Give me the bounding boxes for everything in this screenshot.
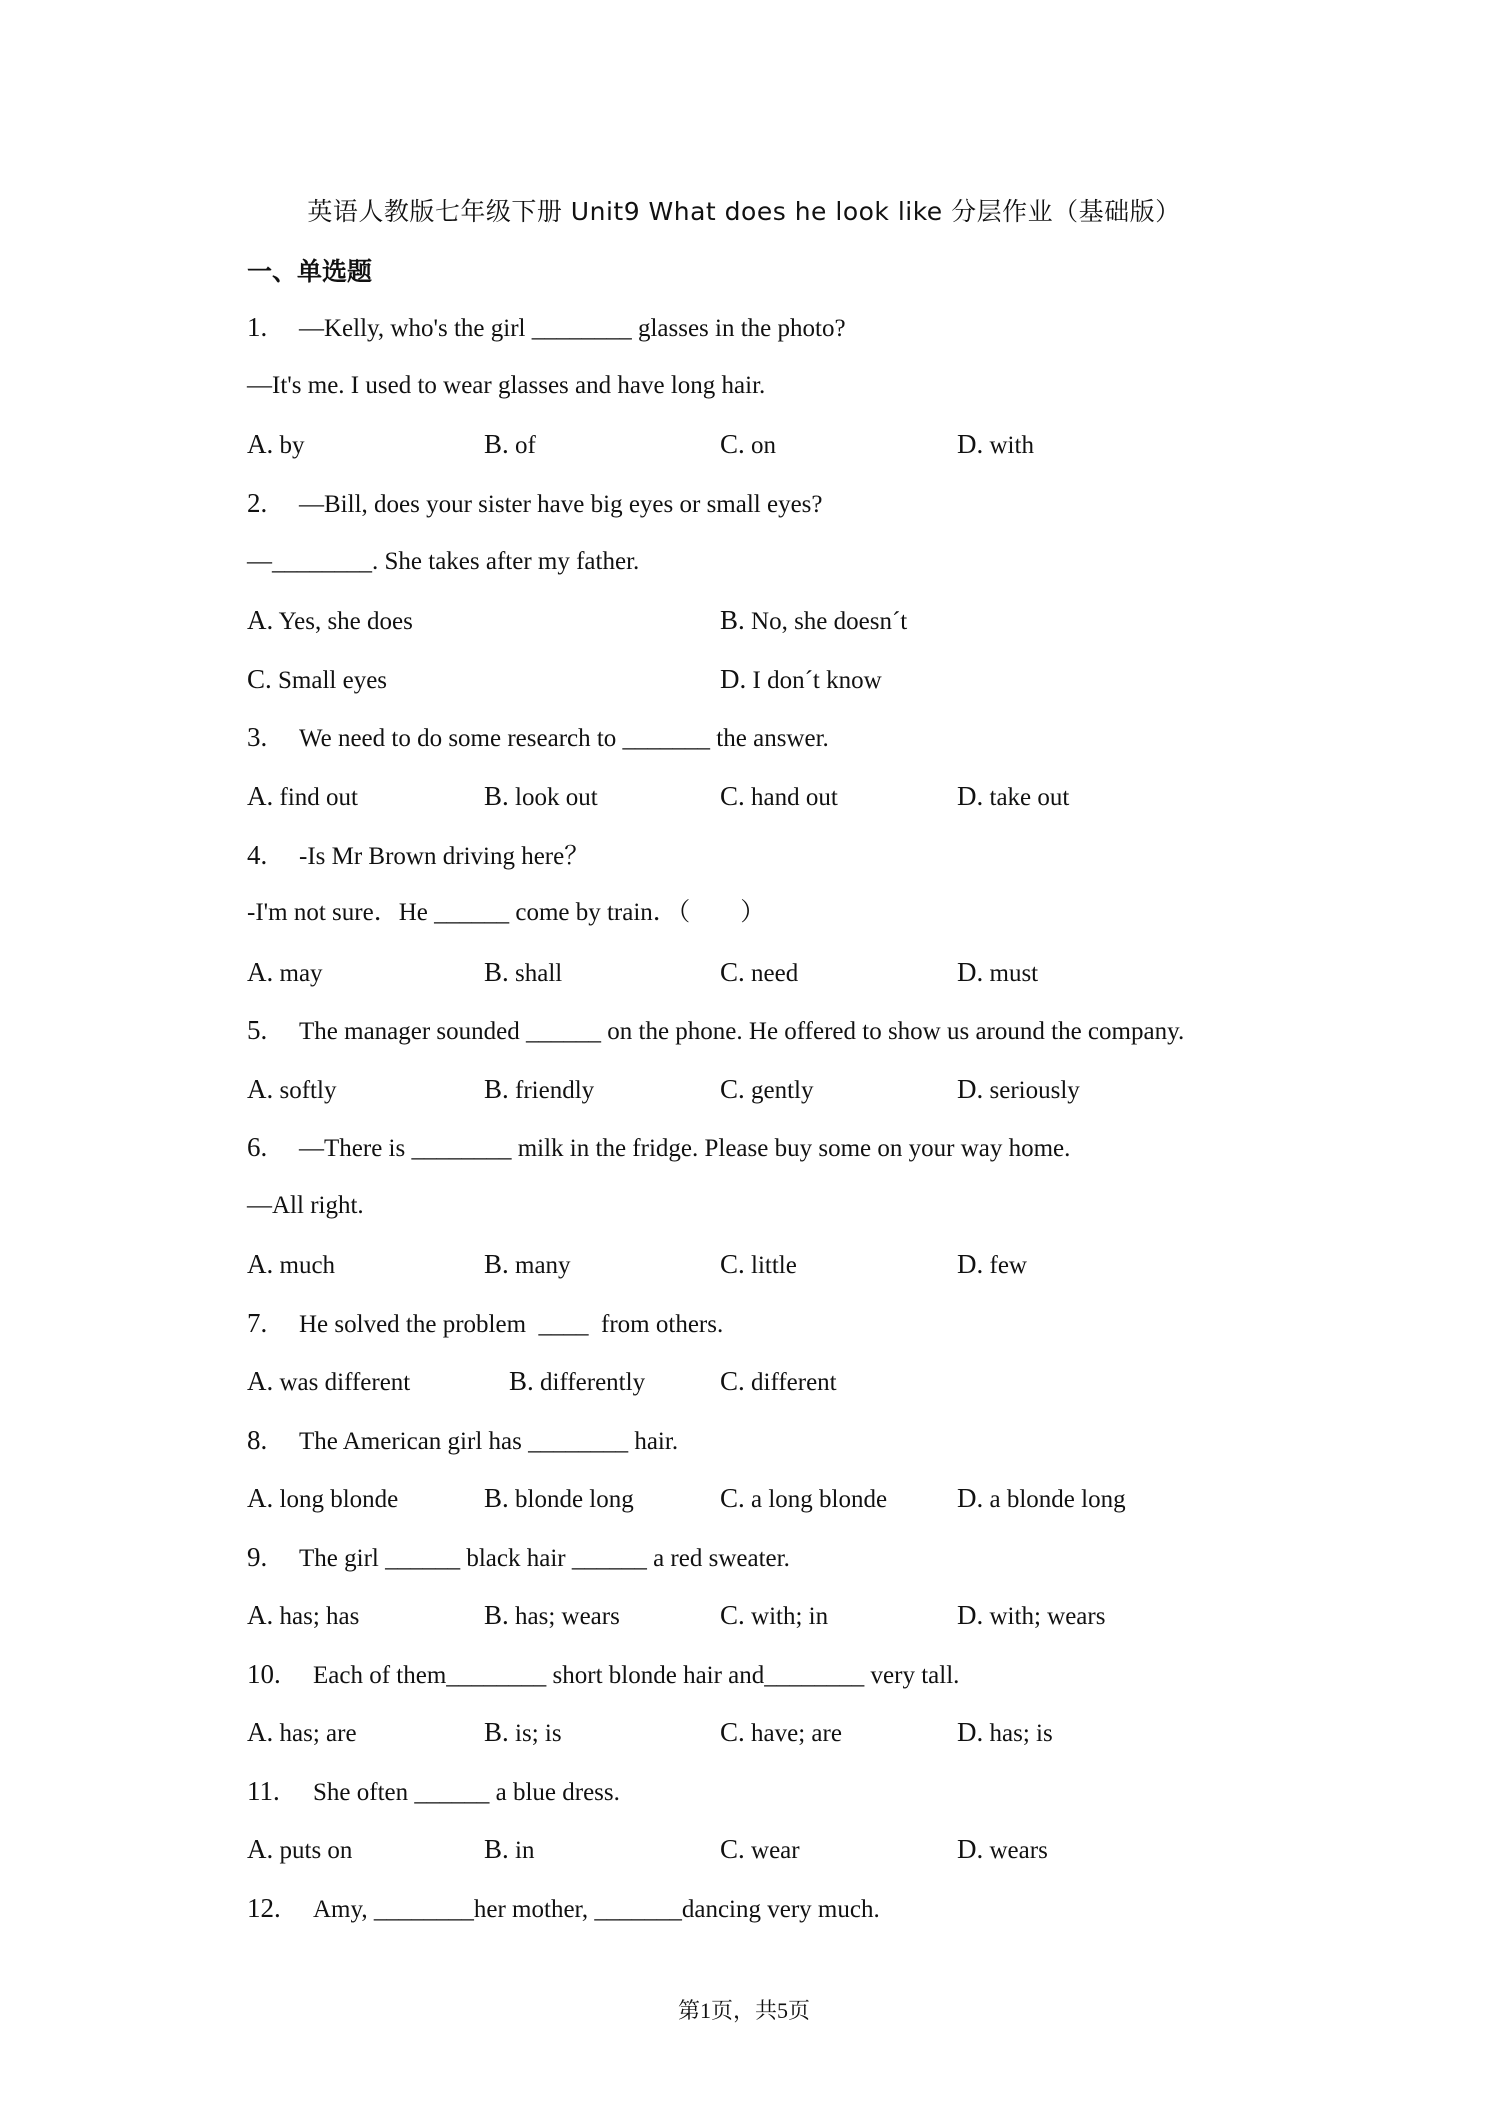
question-text: -Is Mr Brown driving here？: [299, 843, 590, 870]
option-d[interactable]: D. wears: [957, 1834, 1048, 1864]
section-heading: 一、单选题: [247, 257, 373, 286]
option-a[interactable]: A. much: [247, 1249, 336, 1279]
option-a[interactable]: A. by: [247, 429, 305, 459]
question-6-stem: [247, 1132, 1070, 1164]
question-number: 9.: [247, 1542, 268, 1572]
option-c[interactable]: C. Small eyes: [247, 664, 388, 694]
question-4-stem: [247, 840, 589, 872]
question-2-line-2: —________. She takes after my father.: [247, 548, 640, 575]
question-text: She often ______ a blue dress.: [313, 1779, 620, 1806]
option-d[interactable]: D. I donˊt know: [720, 664, 882, 694]
option-d[interactable]: D. a blonde long: [957, 1483, 1126, 1513]
option-c[interactable]: C. need: [720, 957, 799, 987]
question-text: —There is ________ milk in the fridge. Please buy some on your way home.: [299, 1135, 1071, 1162]
question-text: He solved the problem ____ from others.: [299, 1311, 724, 1338]
option-a[interactable]: A. was different: [247, 1366, 411, 1396]
option-c[interactable]: C. have; are: [720, 1717, 842, 1747]
question-2-stem: [247, 488, 823, 520]
document-title: 英语人教版七年级下册 Unit9 What does he look like 分层作业（基础版）: [307, 197, 1181, 226]
option-b[interactable]: B. many: [484, 1249, 571, 1279]
question-8-stem: [247, 1425, 678, 1457]
question-number: 3.: [247, 722, 268, 752]
option-c[interactable]: C. hand out: [720, 781, 838, 811]
page-footer: 第1页，共5页: [677, 1998, 810, 2023]
option-d[interactable]: D. take out: [957, 781, 1070, 811]
question-1-stem: [247, 312, 846, 344]
option-c[interactable]: C. gently: [720, 1074, 814, 1104]
question-11-stem: [247, 1776, 620, 1808]
question-text: The girl ______ black hair ______ a red sweater.: [299, 1545, 790, 1572]
option-d[interactable]: D. with; wears: [957, 1600, 1106, 1630]
question-text: The American girl has ________ hair.: [299, 1428, 679, 1455]
question-number: 2.: [247, 488, 268, 518]
option-a[interactable]: A. find out: [247, 781, 358, 811]
question-10-stem: [247, 1659, 959, 1691]
option-b[interactable]: B. look out: [484, 781, 598, 811]
option-b[interactable]: B. blonde long: [484, 1483, 634, 1513]
question-9-stem: [247, 1542, 790, 1574]
option-a[interactable]: A. puts on: [247, 1834, 353, 1864]
option-d[interactable]: D. seriously: [957, 1074, 1080, 1104]
option-b[interactable]: B. shall: [484, 957, 563, 987]
question-4-line-2: -I'm not sure．He ______ come by train．（ ）: [247, 899, 766, 926]
question-text: —Bill, does your sister have big eyes or small eyes?: [299, 491, 823, 518]
question-number: 7.: [247, 1308, 268, 1338]
question-number: 11.: [247, 1776, 280, 1806]
question-number: 4.: [247, 840, 268, 870]
question-7-stem: [247, 1308, 723, 1340]
option-c[interactable]: C. wear: [720, 1834, 800, 1864]
question-text: —Kelly, who's the girl ________ glasses in the photo?: [299, 315, 846, 342]
question-number: 10.: [247, 1659, 281, 1689]
option-a[interactable]: A. long blonde: [247, 1483, 399, 1513]
option-b[interactable]: B. has; wears: [484, 1600, 620, 1630]
option-b[interactable]: B. differently: [509, 1366, 646, 1396]
question-5-stem: [247, 1015, 1184, 1047]
option-b[interactable]: B. is; is: [484, 1717, 562, 1747]
question-number: 8.: [247, 1425, 268, 1455]
option-a[interactable]: A. has; has: [247, 1600, 360, 1630]
option-b[interactable]: B. in: [484, 1834, 535, 1864]
option-b[interactable]: B. No, she doesnˊt: [720, 605, 908, 635]
option-b[interactable]: B. friendly: [484, 1074, 595, 1104]
option-d[interactable]: D. with: [957, 429, 1034, 459]
question-number: 1.: [247, 312, 268, 342]
question-12-stem: [247, 1893, 880, 1925]
option-d[interactable]: D. has; is: [957, 1717, 1053, 1747]
option-c[interactable]: C. on: [720, 429, 777, 459]
question-text: We need to do some research to _______ the answer.: [299, 725, 829, 752]
option-c[interactable]: C. with; in: [720, 1600, 829, 1630]
option-c[interactable]: C. little: [720, 1249, 797, 1279]
question-number: 6.: [247, 1132, 268, 1162]
option-a[interactable]: A. softly: [247, 1074, 337, 1104]
option-a[interactable]: A. may: [247, 957, 323, 987]
option-c[interactable]: C. different: [720, 1366, 837, 1396]
question-6-line-2: —All right.: [247, 1192, 364, 1219]
option-a[interactable]: A. has; are: [247, 1717, 357, 1747]
option-d[interactable]: D. must: [957, 957, 1039, 987]
question-3-stem: [247, 722, 829, 754]
question-text: Amy, ________her mother, _______dancing very much.: [313, 1896, 880, 1923]
question-text: Each of them________ short blonde hair and________ very tall.: [313, 1662, 960, 1689]
option-c[interactable]: C. a long blonde: [720, 1483, 888, 1513]
option-d[interactable]: D. few: [957, 1249, 1027, 1279]
option-a[interactable]: A. Yes, she does: [247, 605, 413, 635]
question-number: 12.: [247, 1893, 281, 1923]
question-1-line-2: —It's me. I used to wear glasses and have long hair.: [247, 372, 766, 399]
option-b[interactable]: B. of: [484, 429, 536, 459]
question-number: 5.: [247, 1015, 268, 1045]
question-text: The manager sounded ______ on the phone. He offered to show us around the company.: [299, 1018, 1185, 1045]
